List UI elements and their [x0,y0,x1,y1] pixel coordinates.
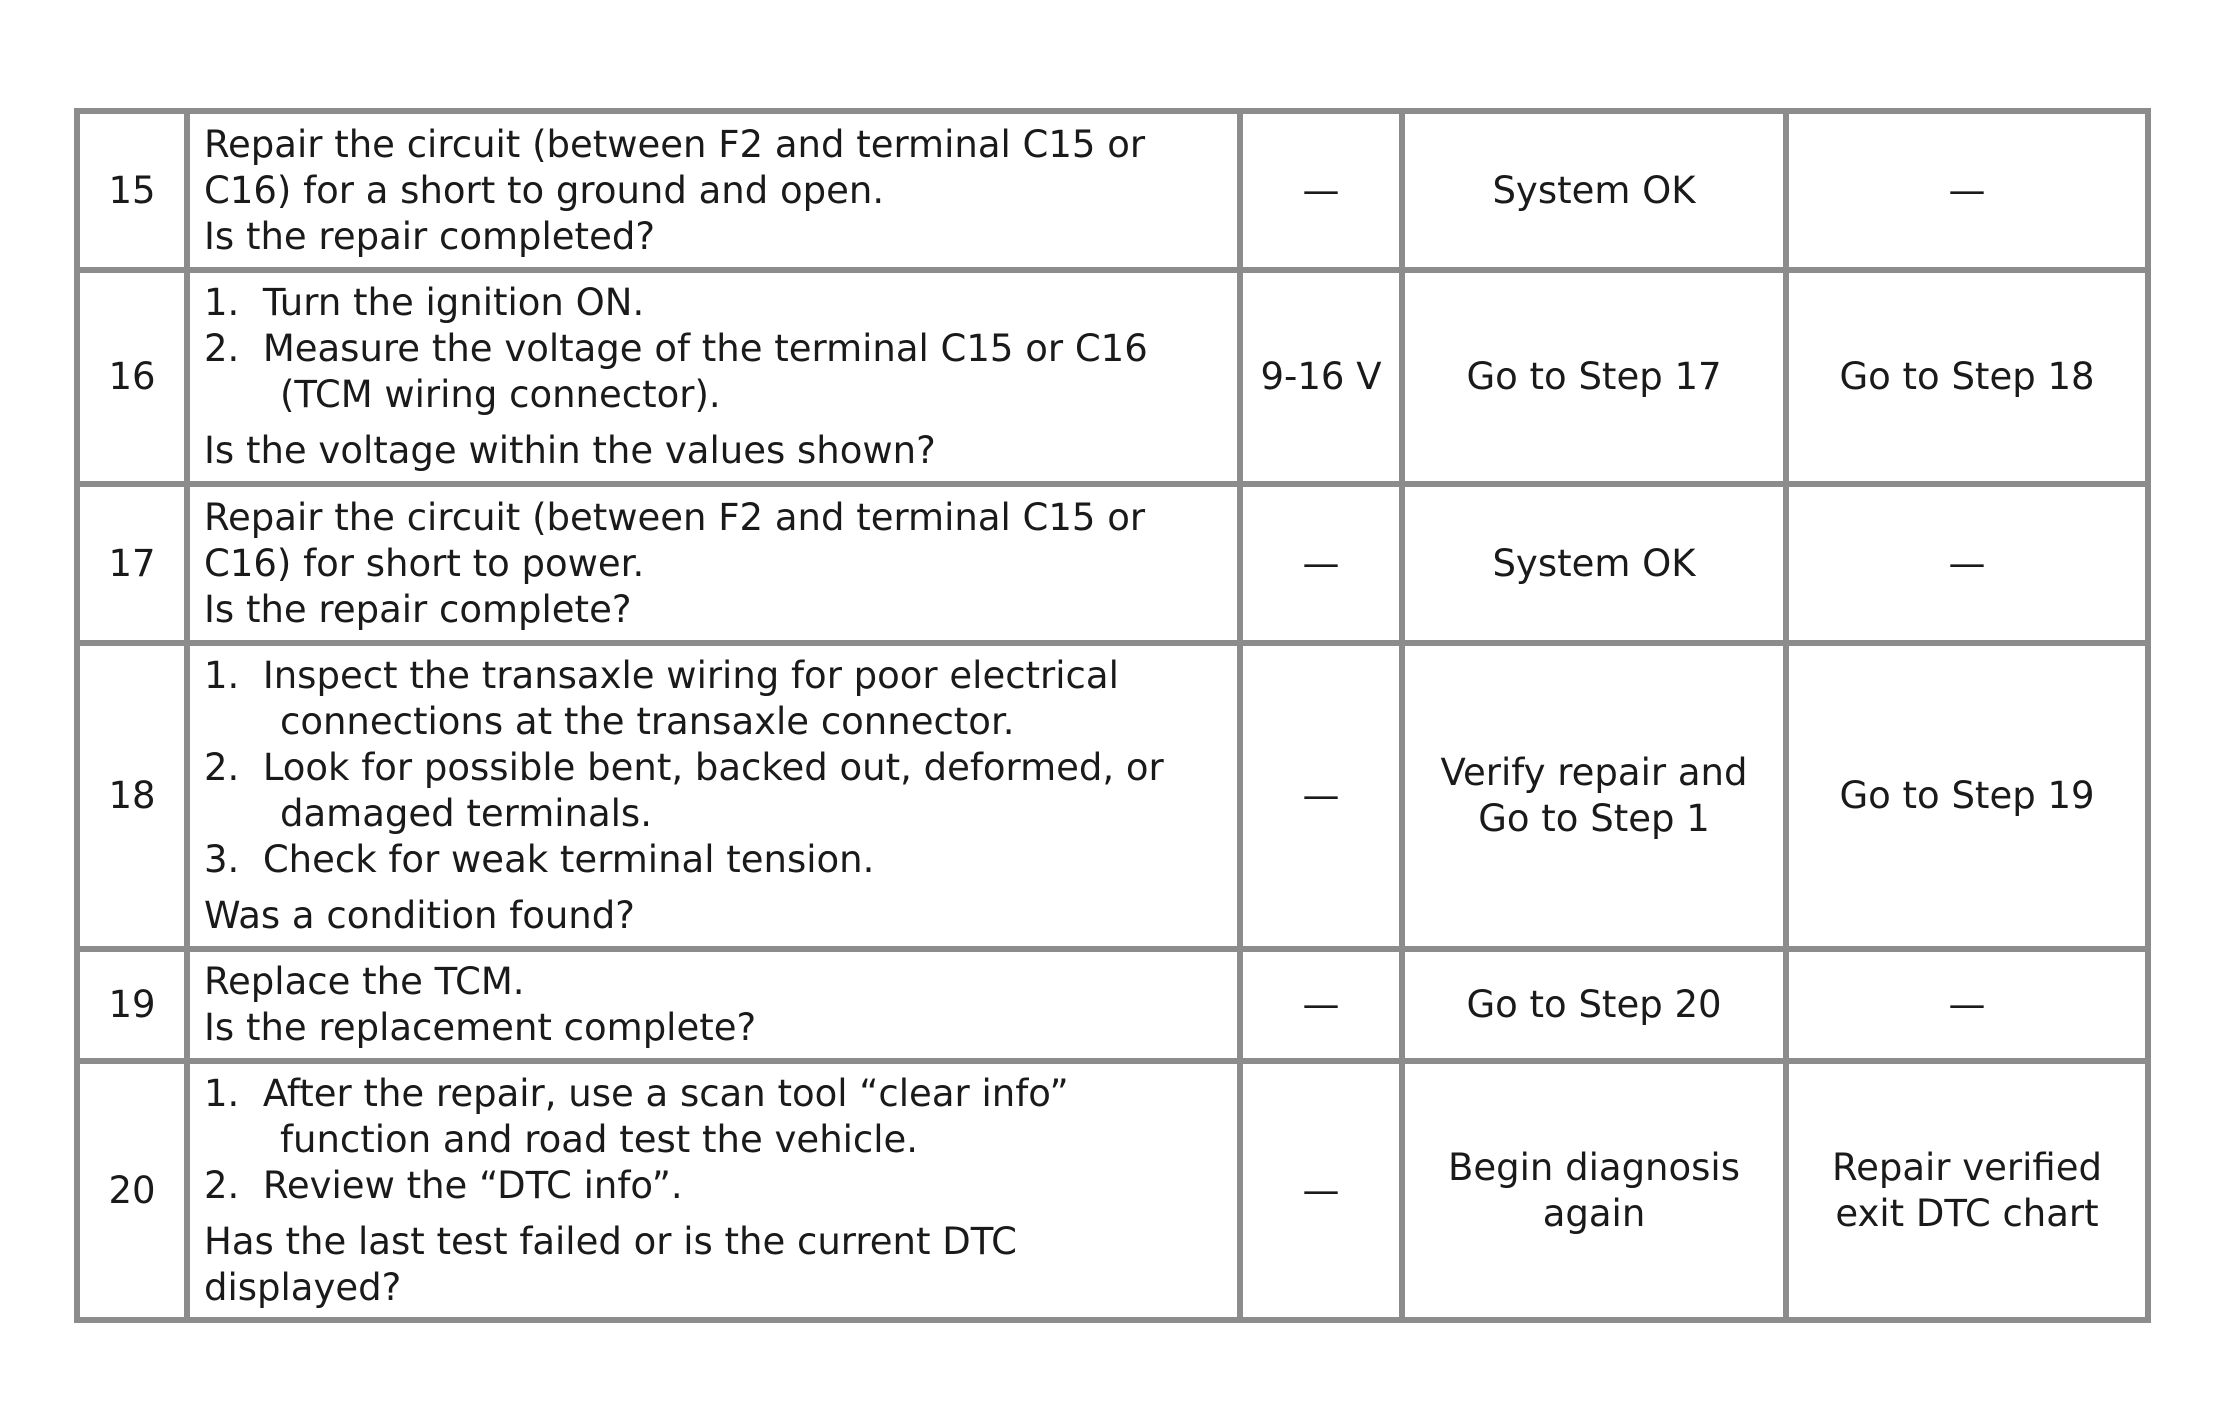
procedure-item: 1. Turn the ignition ON. [204,281,645,324]
procedure-item: 3. Check for weak terminal tension. [204,838,875,881]
description-line: Is the repair completed? [204,214,655,258]
step-description [187,270,1240,484]
diagnostic-table [74,108,2151,1323]
step-description [187,111,1240,270]
procedure-item: 2. Review the “DTC info”. [204,1163,683,1207]
description-line: C16) for short to power. [204,541,645,585]
description-line: Replace the TCM. [204,960,525,1003]
step-number: 17 [77,484,187,643]
procedure-list [204,280,1229,418]
yes-line: Verify repair and [1440,751,1748,794]
description-line: Is the repair complete? [204,587,632,631]
table-row [77,949,2148,1061]
yes-line: Go to Step 1 [1478,797,1710,840]
yes-cell: Go to Step 17 [1402,270,1786,484]
description-line: Is the replacement complete? [204,1006,757,1049]
table-row [77,270,2148,484]
yes-line: again [1542,1191,1646,1235]
value-cell: — [1240,949,1402,1061]
step-number: 19 [77,949,187,1061]
value-cell: — [1240,484,1402,643]
step-description [187,643,1240,949]
step-number: 15 [77,111,187,270]
step-number: 20 [77,1061,187,1320]
table-row [77,1061,2148,1320]
no-cell: — [1786,484,2148,643]
step-question: displayed? [204,1265,402,1309]
value-cell: 9-16 V [1240,270,1402,484]
yes-line: Begin diagnosis [1448,1145,1740,1189]
procedure-item: 2. Look for possible bent, backed out, deformed, or damaged terminals. [204,746,1164,835]
description-line: Repair the circuit (between F2 and terminal C15 or [204,122,1146,166]
procedure-list [204,653,1229,883]
no-cell: — [1786,111,2148,270]
description-line: C16) for a short to ground and open. [204,168,885,212]
no-cell: Go to Step 18 [1786,270,2148,484]
yes-cell: Go to Step 20 [1402,949,1786,1061]
yes-cell [1402,643,1786,949]
step-question: Has the last test failed or is the current DTC [204,1219,1018,1263]
step-question: Is the voltage within the values shown? [204,429,936,472]
step-question: Was a condition found? [204,894,635,937]
value-cell: — [1240,643,1402,949]
no-cell: — [1786,949,2148,1061]
step-description [187,949,1240,1061]
yes-cell: System OK [1402,484,1786,643]
procedure-item: 2. Measure the voltage of the terminal C15 or C16 (TCM wiring connector). [204,327,1148,416]
no-line: Repair verified [1832,1145,2102,1189]
step-description [187,484,1240,643]
step-number: 16 [77,270,187,484]
table-row [77,643,2148,949]
table-row [77,484,2148,643]
yes-cell: System OK [1402,111,1786,270]
value-cell: — [1240,1061,1402,1320]
procedure-list [204,1071,1229,1209]
value-cell: — [1240,111,1402,270]
procedure-item: 1. After the repair, use a scan tool “clear info” function and road test the vehicle. [204,1071,1069,1161]
procedure-item: 1. Inspect the transaxle wiring for poor electrical connections at the transaxle connector. [204,654,1119,743]
no-line: exit DTC chart [1835,1191,2099,1235]
table-row [77,111,2148,270]
no-cell: Go to Step 19 [1786,643,2148,949]
step-description [187,1061,1240,1320]
step-number: 18 [77,643,187,949]
no-cell [1786,1061,2148,1320]
yes-cell [1402,1061,1786,1320]
description-line: Repair the circuit (between F2 and terminal C15 or [204,495,1146,539]
